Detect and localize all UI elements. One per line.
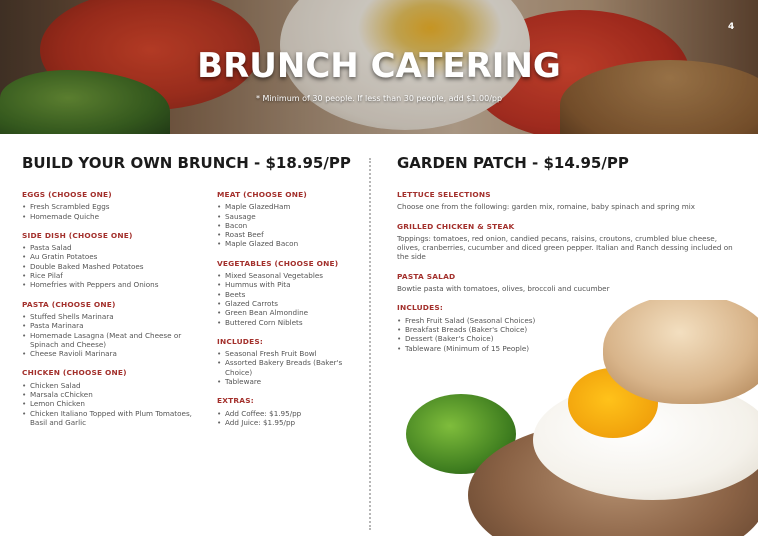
list-item: • Breakfast Breads (Baker's Choice): [397, 325, 597, 334]
list-item: • Seasonal Fresh Fruit Bowl: [217, 349, 357, 358]
list-item: • Homemade Quiche: [22, 212, 200, 221]
section-title: EGGS (CHOOSE ONE): [22, 190, 112, 199]
list-item: • Glazed Carrots: [217, 299, 357, 308]
menu-list: [217, 202, 357, 248]
list-item: • Green Bean Almondine: [217, 308, 357, 317]
menu-list: [22, 312, 200, 358]
list-item: • Homefries with Peppers and Onions: [22, 280, 200, 289]
list-item: • Pasta Salad: [22, 243, 200, 252]
list-item: • Stuffed Shells Marinara: [22, 312, 200, 321]
list-item: • Pasta Marinara: [22, 321, 200, 330]
list-item: • Add Juice: $1.95/pp: [217, 418, 357, 427]
minimum-note: * Minimum of 30 people. If less than 30 people, add $1.00/pp: [255, 94, 503, 103]
list-item: • Sausage: [217, 212, 357, 221]
menu-list: [22, 202, 200, 221]
list-item: • Marsala cChicken: [22, 390, 200, 399]
section-title: VEGETABLES (CHOOSE ONE): [217, 258, 339, 268]
menu-list: [217, 409, 357, 428]
list-item: • Rice Pilaf: [22, 271, 200, 280]
lettuce-selections-title: LETTUCE SELECTIONS: [397, 190, 491, 199]
list-item: • Maple GlazedHam: [217, 202, 357, 211]
page-number: 4: [728, 22, 735, 32]
list-item: • Fresh Scrambled Eggs: [22, 202, 200, 211]
list-item: • Homemade Lasagna (Meat and Cheese or Spinach and Cheese): [22, 331, 200, 350]
english-muffin-image: [603, 300, 758, 404]
list-item: • Au Gratin Potatoes: [22, 252, 200, 261]
list-item: • Buttered Corn Niblets: [217, 318, 357, 327]
pasta-salad-title: PASTA SALAD: [397, 271, 456, 281]
pasta-salad-text: Bowtie pasta with tomatoes, olives, broccoli and cucumber: [397, 284, 610, 294]
includes-title: INCLUDES:: [397, 303, 444, 313]
list-item: • Fresh Fruit Salad (Seasonal Choices): [397, 316, 597, 325]
menu-list: [217, 349, 357, 386]
menu-list: [22, 381, 200, 427]
menu-list: [217, 271, 357, 327]
list-item: • Assorted Bakery Breads (Baker's Choice): [217, 358, 357, 377]
list-item: • Double Baked Mashed Potatoes: [22, 262, 200, 271]
section-title: CHICKEN (CHOOSE ONE): [22, 368, 127, 378]
list-item: • Tableware (Minimum of 15 People): [397, 344, 597, 353]
breakfast-sandwich-image: [398, 300, 758, 536]
list-item: • Chicken Italiano Topped with Plum Tomatoes, Basil and Garlic: [22, 409, 200, 428]
column-divider: [369, 158, 371, 530]
section-title: INCLUDES:: [217, 336, 264, 346]
list-item: • Mixed Seasonal Vegetables: [217, 271, 357, 280]
list-item: • Maple Glazed Bacon: [217, 239, 357, 248]
menu-list: [22, 243, 200, 289]
section-title: PASTA (CHOOSE ONE): [22, 299, 116, 309]
page-title: BRUNCH CATERING: [197, 46, 561, 86]
list-item: • Beets: [217, 290, 357, 299]
lettuce-selections-text: Choose one from the following: garden mix, romaine, baby spinach and spring mix: [397, 202, 696, 212]
list-item: • Dessert (Baker's Choice): [397, 334, 597, 343]
list-item: • Lemon Chicken: [22, 399, 200, 408]
list-item: • Roast Beef: [217, 230, 357, 239]
list-item: • Chicken Salad: [22, 381, 200, 390]
grilled-chicken-steak-text: Toppings: tomatoes, red onion, candied pecans, raisins, croutons, crumbled blue cheese, olives, cranberries, cucumber and diced green pepper. Italian and Ranch dessing included on the side: [397, 233, 733, 262]
list-item: • Add Coffee: $1.95/pp: [217, 409, 357, 418]
list-item: • Tableware: [217, 377, 357, 386]
hero-banner: [0, 0, 758, 134]
section-title: EXTRAS:: [217, 396, 254, 406]
grilled-chicken-steak-title: GRILLED CHICKEN & STEAK: [397, 221, 515, 231]
list-item: • Hummus with Pita: [217, 280, 357, 289]
brunch-column-2: [217, 190, 357, 437]
build-your-own-heading: BUILD YOUR OWN BRUNCH - $18.95/PP: [22, 154, 351, 172]
list-item: • Cheese Ravioli Marinara: [22, 349, 200, 358]
section-title: SIDE DISH (CHOOSE ONE): [22, 230, 133, 240]
list-item: • Bacon: [217, 221, 357, 230]
section-title: MEAT (CHOOSE ONE): [217, 190, 307, 199]
garden-patch-heading: GARDEN PATCH - $14.95/PP: [397, 154, 629, 172]
brunch-column-1: [22, 190, 200, 437]
